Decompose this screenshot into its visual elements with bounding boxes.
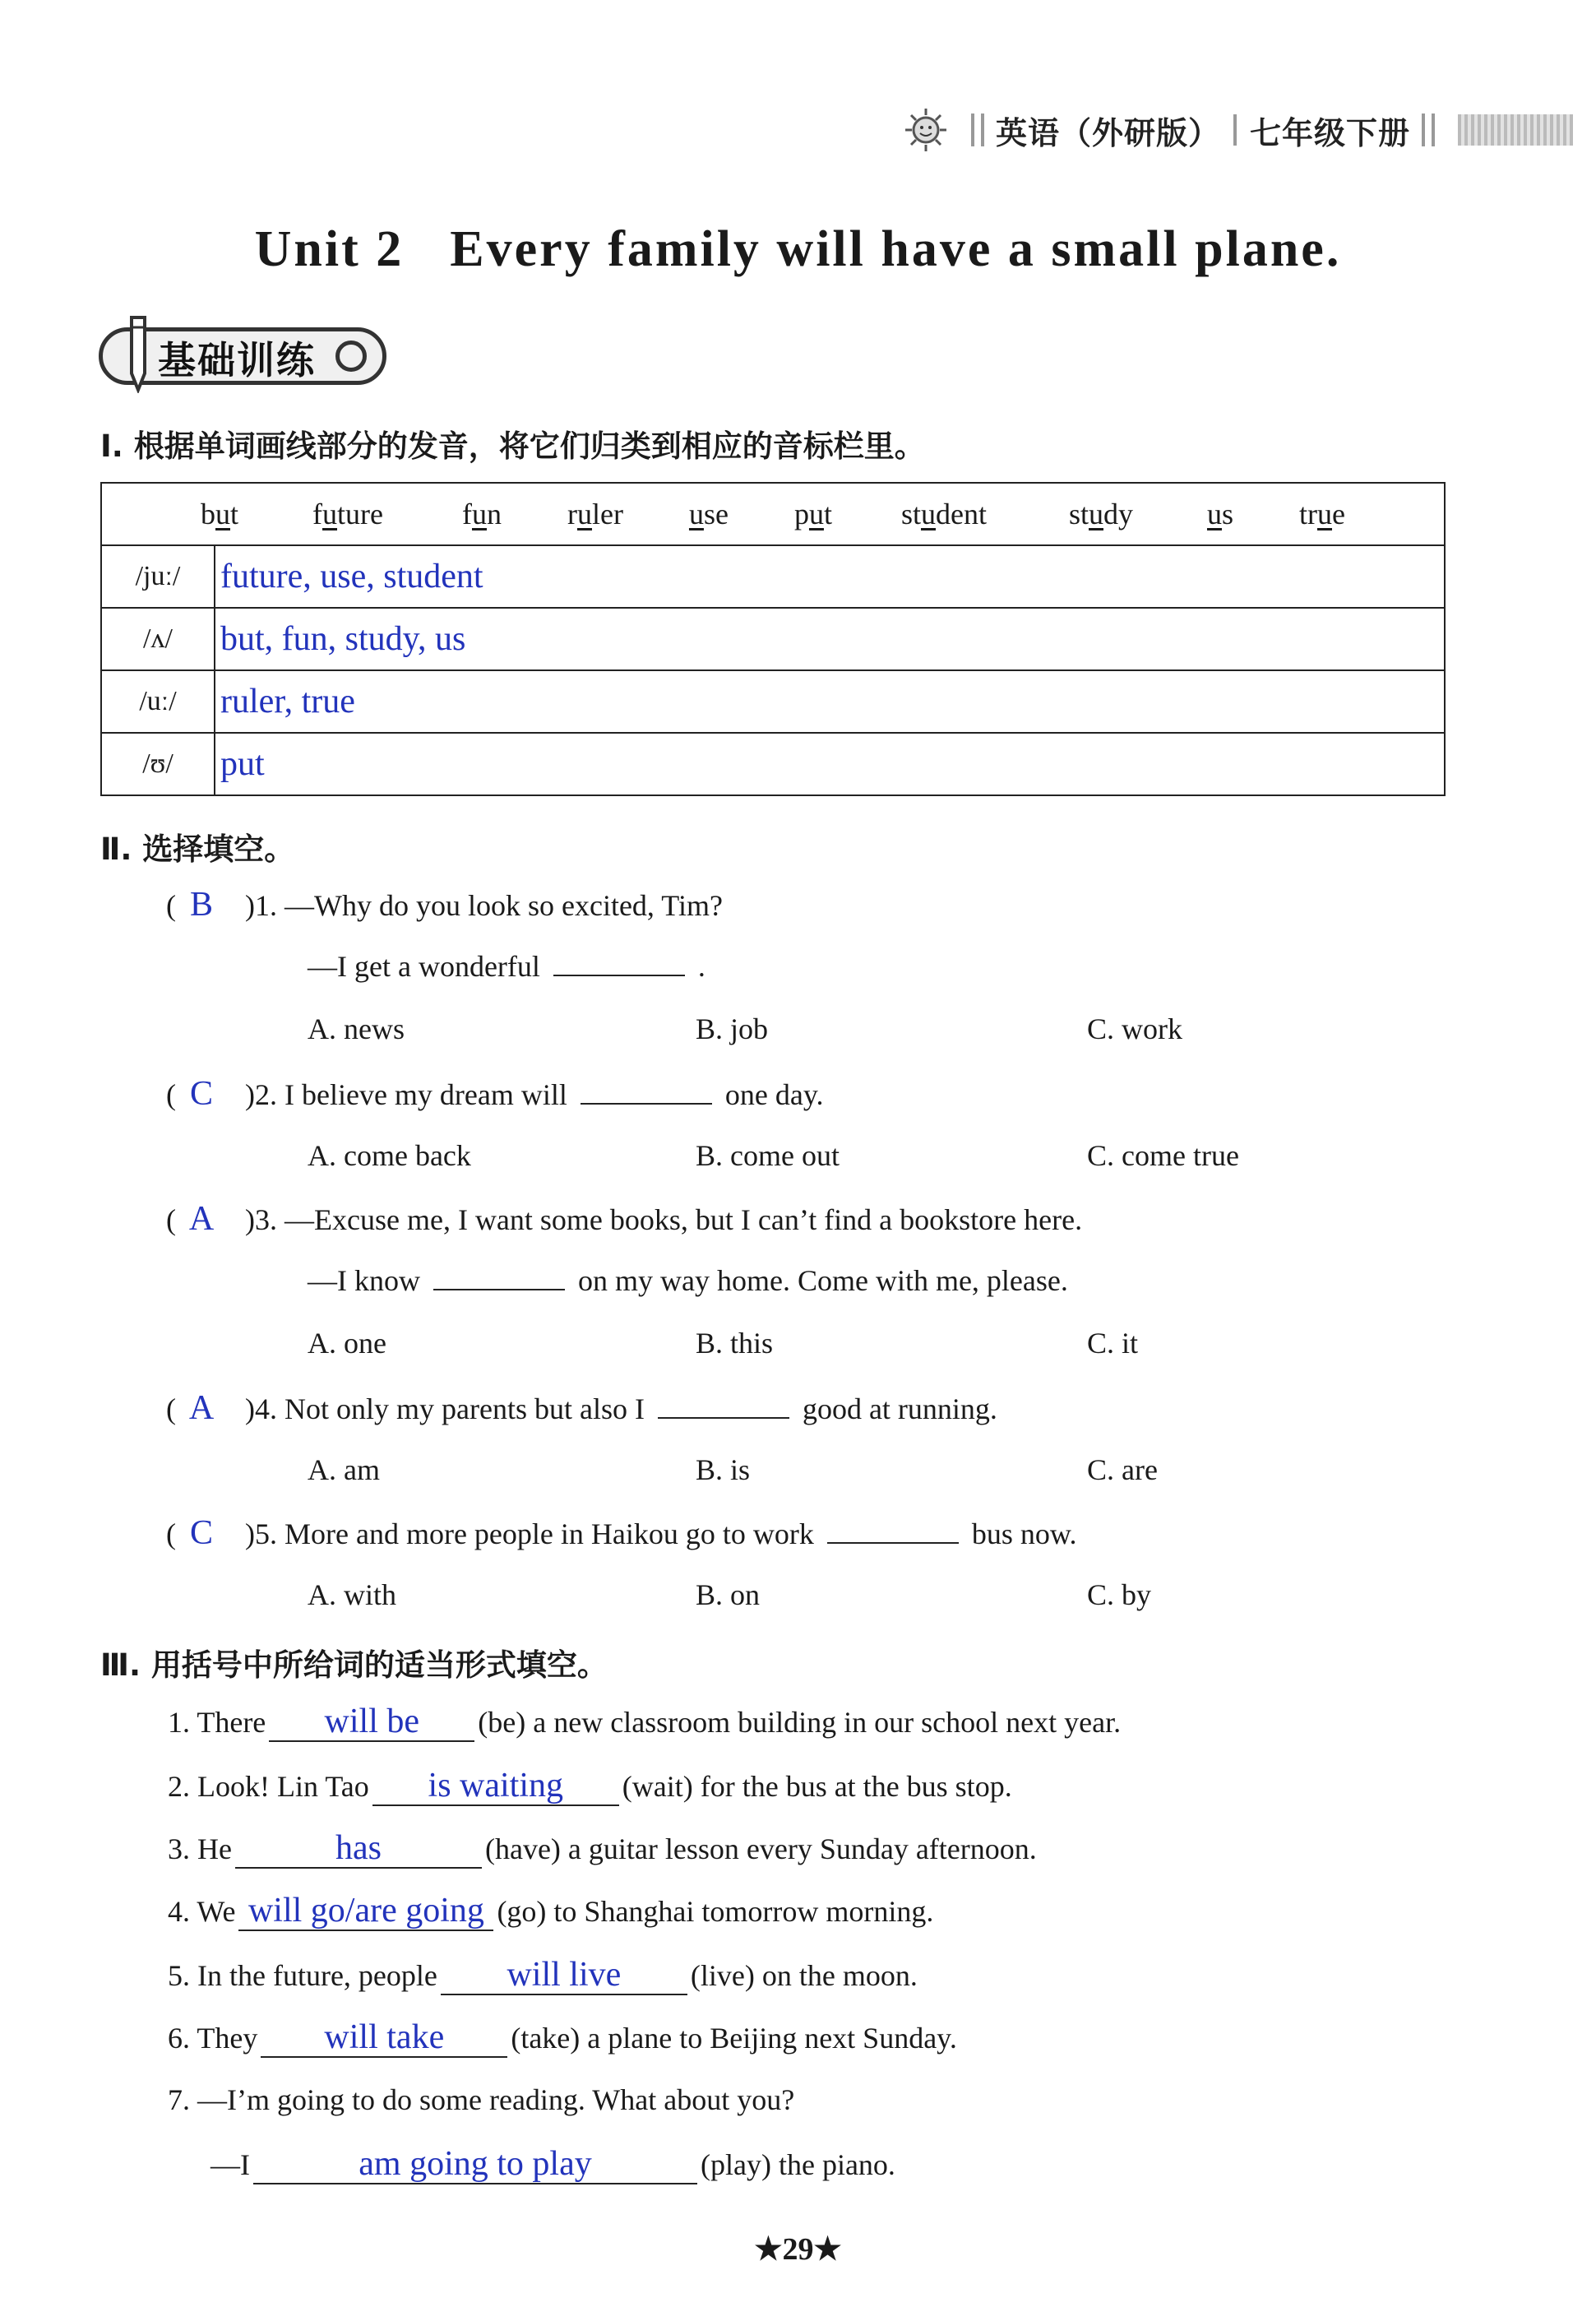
question-text: . bbox=[697, 950, 705, 983]
question-1 bbox=[166, 885, 723, 924]
option-c: C. come true bbox=[1087, 1139, 1239, 1172]
word-bank-item: fun bbox=[461, 498, 502, 530]
question-3-line2 bbox=[308, 1263, 1068, 1298]
word-bank-item: put bbox=[793, 498, 832, 530]
question-text: —I know bbox=[308, 1264, 420, 1297]
header-divider bbox=[1233, 114, 1237, 146]
item-text: (be) a new classroom building in our school next year. bbox=[478, 1706, 1122, 1739]
sun-face-icon bbox=[900, 107, 951, 153]
fill-item-7 bbox=[168, 2082, 794, 2117]
fill-item-7-answer bbox=[210, 2145, 895, 2184]
badge-label: 基础训练 bbox=[158, 338, 316, 382]
answer-paren: ( B bbox=[166, 885, 245, 924]
answer-text: am going to play bbox=[253, 2145, 697, 2184]
question-1-line2 bbox=[308, 949, 705, 984]
option-b: B. job bbox=[696, 1012, 769, 1045]
item-text: —I bbox=[210, 2148, 250, 2181]
header-grade: 七年级下册 bbox=[1249, 114, 1410, 151]
answer-text: put bbox=[215, 733, 1445, 795]
question-text: on my way home. Come with me, please. bbox=[578, 1264, 1068, 1297]
item-text: 5. In the future, people bbox=[168, 1959, 437, 1992]
word-bank-item: future bbox=[312, 498, 383, 530]
option-b: B. this bbox=[696, 1327, 774, 1360]
answer-text: will take bbox=[261, 2018, 507, 2058]
phonetics-table bbox=[100, 482, 1446, 796]
section-badge bbox=[99, 314, 395, 396]
option-b: B. on bbox=[696, 1578, 761, 1611]
question-text: good at running. bbox=[802, 1392, 997, 1425]
item-text: (wait) for the bus at the bus stop. bbox=[622, 1770, 1012, 1803]
question-4 bbox=[166, 1388, 997, 1428]
word-bank-item: study bbox=[1068, 498, 1133, 530]
answer-paren: ( C bbox=[166, 1513, 245, 1553]
answer-blank bbox=[658, 1392, 789, 1419]
item-text: 2. Look! Lin Tao bbox=[168, 1770, 369, 1803]
word-bank-item: us bbox=[1206, 498, 1233, 530]
choice-answer: B bbox=[189, 886, 213, 924]
question-number: )5. bbox=[245, 1517, 277, 1550]
table-row bbox=[101, 545, 1445, 608]
option-b: B. is bbox=[696, 1453, 751, 1486]
phonetic-symbol: /ʌ/ bbox=[101, 608, 215, 670]
table-row bbox=[101, 670, 1445, 733]
phonetic-symbol: /ʊ/ bbox=[101, 733, 215, 795]
answer-blank bbox=[433, 1264, 565, 1290]
section1-heading: Ⅰ. 根据单词画线部分的发音，将它们归类到相应的音标栏里。 bbox=[100, 429, 925, 464]
question-text: —Excuse me, I want some books, but I can’t find a bookstore here. bbox=[285, 1203, 1083, 1236]
header-divider bbox=[971, 114, 984, 146]
header-divider bbox=[1422, 114, 1435, 146]
item-text: 3. He bbox=[168, 1832, 232, 1865]
answer-text: future, use, student bbox=[215, 545, 1445, 608]
word-bank-item: but bbox=[201, 498, 239, 530]
choice-answer: C bbox=[189, 1075, 213, 1113]
answer-paren: ( A bbox=[166, 1388, 245, 1428]
badge-ring-icon bbox=[335, 341, 367, 372]
table-row bbox=[101, 608, 1445, 670]
question-number: )3. bbox=[245, 1203, 277, 1236]
page-title bbox=[0, 220, 1596, 279]
item-text: (play) the piano. bbox=[701, 2148, 895, 2181]
pencil-icon bbox=[123, 314, 151, 393]
page-number: ★29★ bbox=[754, 2232, 842, 2267]
fill-item-1 bbox=[168, 1703, 1121, 1742]
item-text: (have) a guitar lesson every Sunday afternoon. bbox=[484, 1832, 1037, 1865]
fill-item-5 bbox=[168, 1956, 918, 1995]
answer-text: but, fun, study, us bbox=[215, 608, 1445, 670]
page-header bbox=[900, 105, 1573, 155]
word-bank-item: student bbox=[900, 498, 987, 530]
item-text: 6. They bbox=[168, 2022, 258, 2055]
fill-item-2 bbox=[168, 1767, 1012, 1806]
phonetic-symbol: /juː/ bbox=[101, 545, 215, 608]
header-decoration bbox=[1458, 114, 1573, 146]
choice-answer: A bbox=[188, 1389, 215, 1427]
unit-title: Every family will have a small plane. bbox=[450, 221, 1342, 277]
question-text: —I get a wonderful bbox=[308, 950, 540, 983]
item-text: (take) a plane to Beijing next Sunday. bbox=[511, 2022, 957, 2055]
answer-text: ruler, true bbox=[215, 670, 1445, 733]
question-3 bbox=[166, 1199, 1082, 1239]
answer-text: will go/are going bbox=[238, 1892, 493, 1931]
table-row bbox=[101, 483, 1445, 545]
option-a: A. one bbox=[308, 1327, 386, 1360]
question-number: )4. bbox=[245, 1392, 277, 1425]
choice-answer: C bbox=[189, 1514, 213, 1552]
question-text: Not only my parents but also I bbox=[285, 1392, 645, 1425]
word-bank-item: true bbox=[1299, 498, 1345, 530]
question-number: )1. bbox=[245, 889, 277, 922]
unit-label: Unit 2 bbox=[254, 221, 405, 277]
word-bank-item: ruler bbox=[567, 498, 623, 530]
option-c: C. are bbox=[1087, 1453, 1158, 1486]
phonetic-symbol: /uː/ bbox=[101, 670, 215, 733]
word-bank bbox=[101, 483, 1445, 545]
fill-item-6 bbox=[168, 2018, 957, 2058]
answer-text: is waiting bbox=[372, 1767, 619, 1806]
word-bank-item: use bbox=[688, 498, 729, 530]
fill-item-4 bbox=[168, 1892, 933, 1931]
answer-blank bbox=[581, 1078, 712, 1105]
option-a: A. news bbox=[308, 1012, 405, 1045]
option-c: C. work bbox=[1087, 1012, 1182, 1045]
option-a: A. with bbox=[308, 1578, 396, 1611]
fill-item-3 bbox=[168, 1829, 1037, 1869]
option-c: C. it bbox=[1087, 1327, 1139, 1360]
option-a: A. come back bbox=[308, 1139, 471, 1172]
item-text: (go) to Shanghai tomorrow morning. bbox=[497, 1895, 934, 1928]
option-a: A. am bbox=[308, 1453, 380, 1486]
question-text: —Why do you look so excited, Tim? bbox=[285, 889, 723, 922]
section2-heading: Ⅱ. 选择填空。 bbox=[100, 832, 295, 867]
option-c: C. by bbox=[1087, 1578, 1152, 1611]
answer-text: has bbox=[235, 1829, 482, 1869]
question-text: bus now. bbox=[971, 1517, 1077, 1550]
item-text: 7. —I’m going to do some reading. What about you? bbox=[168, 2083, 795, 2116]
choice-answer: A bbox=[188, 1200, 215, 1238]
question-5 bbox=[166, 1513, 1077, 1553]
option-b: B. come out bbox=[696, 1139, 840, 1172]
header-subject: 英语（外研版） bbox=[995, 114, 1220, 151]
question-text: More and more people in Haikou go to work bbox=[285, 1517, 814, 1550]
question-text: one day. bbox=[724, 1078, 824, 1111]
answer-text: will be bbox=[269, 1703, 474, 1742]
question-2 bbox=[166, 1074, 824, 1114]
answer-blank bbox=[553, 950, 685, 976]
table-row bbox=[101, 733, 1445, 795]
answer-paren: ( A bbox=[166, 1199, 245, 1239]
answer-text: will live bbox=[441, 1956, 687, 1995]
section3-heading: Ⅲ. 用括号中所给词的适当形式填空。 bbox=[100, 1647, 608, 1683]
item-text: 4. We bbox=[168, 1895, 236, 1928]
item-text: 1. There bbox=[168, 1706, 266, 1739]
question-number: )2. bbox=[245, 1078, 277, 1111]
question-text: I believe my dream will bbox=[285, 1078, 567, 1111]
answer-blank bbox=[827, 1517, 959, 1544]
answer-paren: ( C bbox=[166, 1074, 245, 1114]
item-text: (live) on the moon. bbox=[690, 1959, 918, 1992]
